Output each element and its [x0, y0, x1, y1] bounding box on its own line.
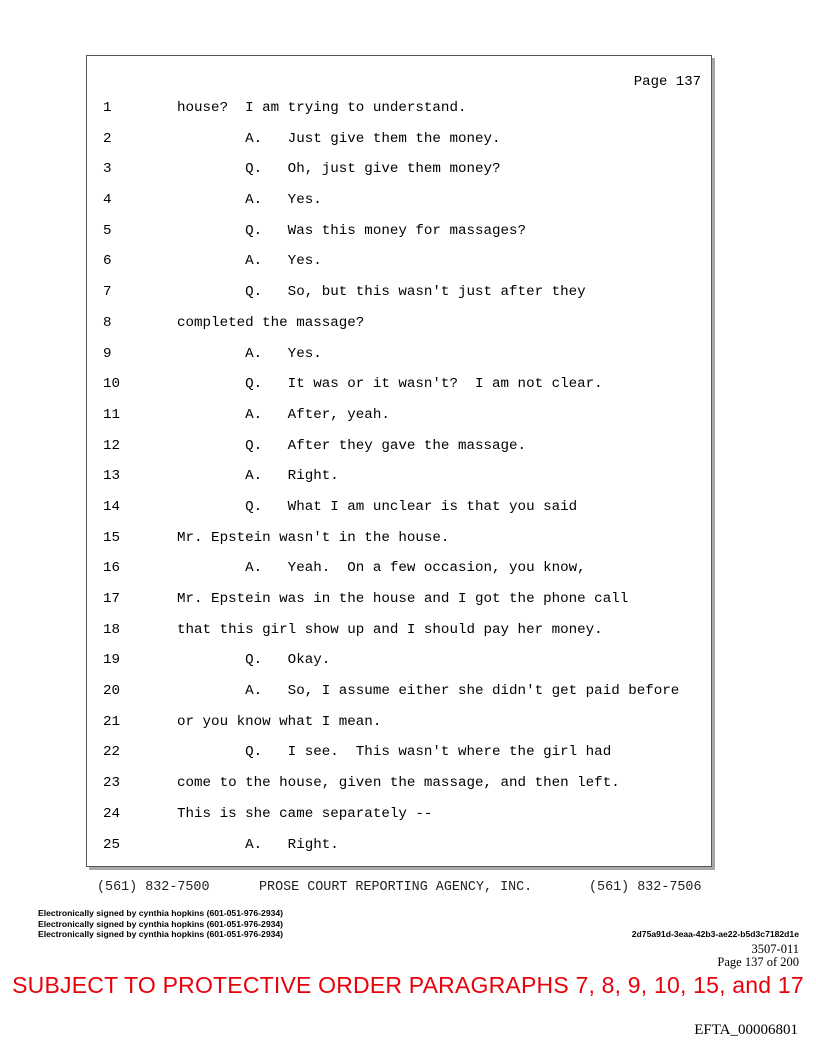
signature-line: Electronically signed by cynthia hopkins (601-051-976-2934)	[38, 918, 284, 929]
transcript-lines	[87, 93, 711, 860]
line-number: 23	[103, 775, 121, 792]
transcript-line	[87, 676, 711, 707]
transcript-line	[87, 830, 711, 861]
line-text: Q. After they gave the massage.	[177, 437, 527, 454]
line-text: or you know what I mean.	[177, 713, 382, 730]
line-text: Q. Okay.	[177, 652, 331, 669]
transcript-line	[87, 645, 711, 676]
line-text: come to the house, given the massage, and then left.	[177, 775, 620, 792]
line-number: 9	[103, 345, 112, 362]
line-number: 18	[103, 621, 121, 638]
line-number: 13	[103, 468, 121, 485]
protective-order-notice: SUBJECT TO PROTECTIVE ORDER PARAGRAPHS 7, 8, 9, 10, 15, and 17	[12, 972, 804, 998]
line-number: 1	[103, 100, 112, 116]
line-text: Mr. Epstein was in the house and I got the phone call	[177, 591, 629, 607]
line-text: A. Yes.	[177, 345, 322, 362]
line-text: completed the massage?	[177, 314, 365, 331]
transcript-page	[86, 55, 712, 867]
bates-number: EFTA_00006801	[694, 1022, 798, 1038]
line-text: A. So, I assume either she didn't get paid before	[177, 683, 680, 700]
transcript-line	[87, 584, 711, 615]
line-text: Q. It was or it wasn't? I am not clear.	[177, 376, 603, 393]
line-number: 8	[103, 314, 112, 331]
transcript-line	[87, 277, 711, 308]
line-text: Q. Oh, just give them money?	[177, 161, 501, 178]
transcript-line	[87, 461, 711, 492]
line-number: 2	[103, 130, 112, 147]
line-number: 17	[103, 591, 121, 607]
transcript-line	[87, 185, 711, 216]
page-of-total: Page 137 of 200	[717, 955, 799, 969]
line-number: 24	[103, 805, 121, 822]
line-text: that this girl show up and I should pay her money.	[177, 621, 603, 638]
line-number: 5	[103, 222, 112, 239]
line-number: 3	[103, 161, 112, 178]
line-text: A. Yes.	[177, 192, 322, 209]
exhibit-number: 3507-011	[751, 942, 799, 956]
phone-right: (561) 832-7506	[589, 880, 702, 895]
transcript-line	[87, 93, 711, 124]
transcript-line	[87, 339, 711, 370]
page-label: Page 137	[633, 74, 701, 90]
transcript-line	[87, 737, 711, 768]
transcript-line	[87, 431, 711, 462]
line-text: A. Right.	[177, 836, 339, 853]
transcript-line	[87, 216, 711, 247]
line-text: A. After, yeah.	[177, 406, 390, 423]
line-number: 10	[103, 376, 121, 393]
line-text: Q. So, but this wasn't just after they	[177, 284, 586, 301]
line-number: 12	[103, 437, 121, 454]
transcript-line	[87, 553, 711, 584]
line-text: A. Yeah. On a few occasion, you know,	[177, 560, 586, 577]
line-text: A. Yes.	[177, 253, 322, 270]
document-id: 2d75a91d-3eaa-42b3-ae22-b5d3c7182d1e	[631, 929, 799, 939]
transcript-line	[87, 615, 711, 646]
transcript-line	[87, 124, 711, 155]
transcript-line	[87, 768, 711, 799]
transcript-line	[87, 308, 711, 339]
line-number: 14	[103, 498, 121, 515]
signature-line: Electronically signed by cynthia hopkins (601-051-976-2934)	[38, 908, 284, 918]
line-number: 20	[103, 683, 121, 700]
signature-line: Electronically signed by cynthia hopkins (601-051-976-2934)	[38, 929, 284, 939]
transcript-line	[87, 707, 711, 738]
line-number: 19	[103, 652, 121, 669]
transcript-line	[87, 246, 711, 277]
line-number: 7	[103, 284, 112, 301]
line-text: Mr. Epstein wasn't in the house.	[177, 529, 450, 546]
exhibit-info	[717, 943, 799, 969]
phone-left: (561) 832-7500	[97, 880, 210, 895]
line-number: 22	[103, 744, 121, 761]
transcript-line	[87, 400, 711, 431]
line-number: 21	[103, 713, 121, 730]
transcript-line	[87, 369, 711, 400]
line-text: Q. What I am unclear is that you said	[177, 498, 578, 515]
line-number: 25	[103, 836, 121, 853]
signature-block	[38, 908, 283, 940]
line-number: 6	[103, 253, 112, 270]
line-text: A. Just give them the money.	[177, 130, 501, 147]
transcript-line	[87, 154, 711, 185]
line-text: Q. I see. This wasn't where the girl had	[177, 744, 612, 761]
line-number: 16	[103, 560, 121, 577]
line-text: house? I am trying to understand.	[177, 100, 467, 116]
transcript-line	[87, 799, 711, 830]
line-text: Q. Was this money for massages?	[177, 222, 527, 239]
line-number: 11	[103, 406, 121, 423]
transcript-line	[87, 523, 711, 554]
line-text: A. Right.	[177, 468, 339, 485]
line-number: 15	[103, 529, 121, 546]
agency-name: PROSE COURT REPORTING AGENCY, INC.	[259, 880, 533, 895]
line-text: This is she came separately --	[177, 805, 433, 822]
line-number: 4	[103, 192, 112, 209]
transcript-line	[87, 492, 711, 523]
